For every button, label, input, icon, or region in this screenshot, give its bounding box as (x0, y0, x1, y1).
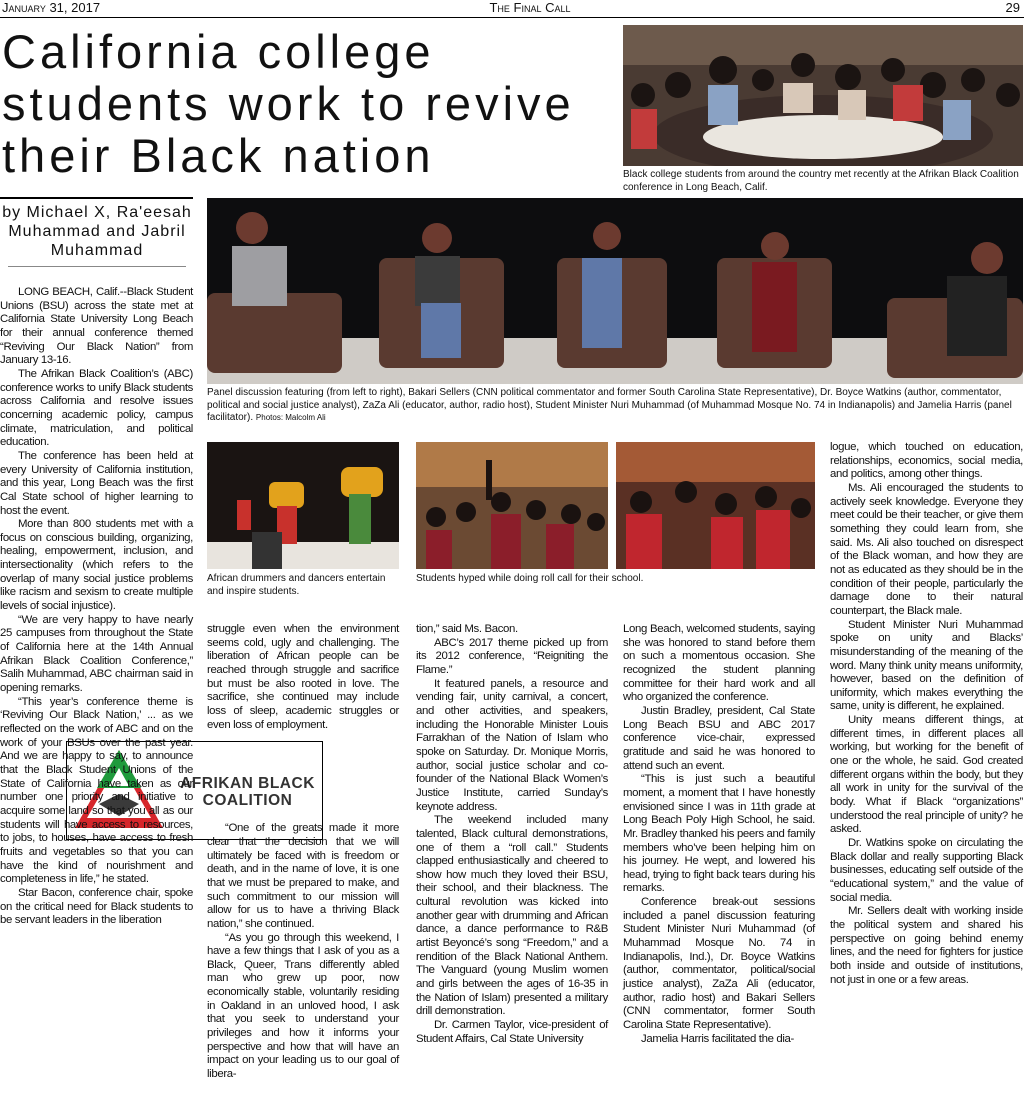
col1-paragraph: “We are very happy to have nearly 25 campuses from throughout the State of California here at the 14th Annual Afrikan Black Coalition Conference,” Salih Muhammad, ABC chairman said in opening remarks. (0, 613, 193, 695)
col5-paragraph: Unity means different things, at different times, in different places all working, but working for the benefit of one or the whole, he said. God created different organs within the body, but they all work in unity for the survival of the body. What if Black “organizations” understood the real principle of unity? he asked. (830, 714, 1023, 836)
panel-caption-text: Panel discussion featuring (from left to right), Bakari Sellers (CNN political commentator and former South Carolina State Representative), Dr. Boyce Watkins (author, commentator, political and social justice analyst), ZaZa Ali (educator, author, radio host), Student Minister Nuri Muhammad (of Muhammad Mosque No. 74 in Indianapolis) and Jamelia Harris (panel facilitator). (207, 387, 1012, 423)
article-column-4 (623, 623, 815, 1108)
header-rule (0, 17, 1024, 18)
conference-audience-illustration (623, 25, 1023, 166)
logo-line-2: COALITION (202, 792, 293, 809)
article-headline: California college students work to revive their Black nation (2, 25, 575, 182)
col1-paragraph: Star Bacon, conference chair, spoke on the critical need for Black students to be servant leaders in the liberation (0, 886, 193, 927)
roll-call-right-illustration (616, 442, 815, 569)
col4-paragraph: Long Beach, welcomed students, saying she was honored to stand before them on such a momentous occasion. She recognized the student planning committee for their hard work and all who organized the conference. (623, 623, 815, 704)
logo-line-1: AFRIKAN BLACK (180, 775, 315, 792)
byline-top-rule (0, 197, 193, 199)
col5-paragraph: Mr. Sellers dealt with working inside the political system and shared his perspective on going behind enemy lines, and the need for fighters for justice both inside and outside of institutions, not just in one or a few areas. (830, 905, 1023, 986)
col3-paragraph: The weekend included many talented, Black cultural demonstrations, one of them a “roll call.” Students clapped enthusiastically and cheered to show how much they loved their BSU, their school, and their blackness. The cultural revolution was kicked into another gear with drumming and African dance, a dance performance to R&B artist Beyoncé’s song “Freedom,” and a rendition of the Black National Anthem. The Vanguard (young Muslim women and girls between the ages of 16-35 in the Nation of Islam) presented a military drill demonstration. (416, 814, 608, 1018)
col1-paragraph: LONG BEACH, Calif.--Black Student Unions (BSU) across the state met at California State University Long Beach for their annual conference themed “Reviving Our Black Nation” from January 13-16. (0, 286, 193, 367)
col4-paragraph: “This is just such a beautiful moment, a moment that I have honestly envisioned since I was in 11th grade at Long Beach Poly High School, he said. Mr. Bradley thanked his peers and family members who’ve been helping him on his journey. He wept, and lowered his head, trying to fight back tears during his remarks. (623, 773, 815, 895)
article-column-5 (830, 441, 1023, 1108)
photo-credit: Photos: Malcolm Ali (255, 413, 326, 422)
col3-paragraph: tion,” said Ms. Bacon. (416, 623, 518, 635)
conference-audience-photo (623, 25, 1023, 166)
col1-paragraph: The Afrikan Black Coalition’s (ABC) conference works to unify Black students across California and resolve issues concerning academic policy, campus climate, matriculation, and political education. (0, 367, 193, 449)
article-column-1 (0, 286, 193, 1108)
col4-paragraph: Justin Bradley, president, Cal State Long Beach BSU and ABC 2017 conference vice-chair, expressed gratitude and said he was honored to attend such an event. (623, 704, 815, 772)
issue-date: January 31, 2017 (2, 0, 101, 15)
col5-paragraph: Dr. Watkins spoke on circulating the Black dollar and really supporting Black businesses, educating self outside of the “educational system,” and the value of social media. (830, 837, 1023, 904)
col1-paragraph: More than 800 students met with a focus on conscious building, organizing, healing, empowerment, inclusion, and intersectionality (which refers to the overlap of many social justice problems like racism and sexism to create multiple levels of social injustice). (0, 518, 193, 613)
panel-discussion-photo (207, 198, 1023, 384)
drummers-caption: African drummers and dancers entertain and inspire students. (207, 573, 386, 597)
article-byline: by Michael X, Ra'eesah Muhammad and Jabril Muhammad (2, 204, 192, 259)
roll-call-photo-right (616, 442, 815, 569)
col4-paragraph: Conference break-out sessions included a panel discussion featuring Student Minister Nuri Muhammad (of Muhammad Mosque No. 74 in Indianapolis, Ind.), Dr. Boyce Watkins (author, commentator, political/social justice analyst), ZaZa Ali (educator, author, radio host) and Bakari Sellers (CNN commentator, former South Carolina State Representative). (623, 896, 815, 1032)
col3-paragraph: Dr. Carmen Taylor, vice-president of Student Affairs, Cal State University (416, 1019, 608, 1045)
page-number: 29 (1005, 0, 1020, 15)
col5-paragraph: logue, which touched on education, relationships, economics, social media, and politics, among other things. (830, 441, 1023, 481)
article-column-3 (416, 623, 608, 1108)
col5-paragraph: Ms. Ali encouraged the students to actively seek knowledge. Everyone they meet could be their teacher, or give them something they could learn from, she said. Ms. Ali also touched on disrespect of the Black woman, and how they are not as educated as they should be in the condition of their people, particularly the damage done to their natural counterpart, the Black male. (830, 481, 1023, 617)
col5-paragraph: Student Minister Nuri Muhammad spoke on unity and Blacks’ misunderstanding of the meaning of the word. Many think unity means uniformity, however, based on the definition of uniformity, which makes everything the same, unity is different, he explained. (830, 618, 1023, 713)
roll-call-photo-left (416, 442, 608, 569)
panel-photo-caption (207, 387, 1023, 425)
drummers-illustration (207, 442, 399, 569)
panel-discussion-illustration (207, 198, 1023, 384)
byline-bottom-rule (8, 266, 186, 267)
col1-paragraph: “This year’s conference theme is ‘Reviving Our Black Nation,’ ... as we reflected on the work of ABC and on the work of your BSUs over the past year. And we are happy to say, to announce that the Black Student Unions of the State of California have taken as our number one priority and initiative to acquire some land so that you all as our students will have access to resources, to jobs, to houses, have access to fresh fruits and vegetables so that you can have the kind of nourishment and completeness in life,” he stated. (0, 695, 193, 886)
roll-call-caption: Students hyped while doing roll call for their school. (416, 573, 644, 584)
col4-paragraph: Jamelia Harris facilitated the dia- (641, 1032, 794, 1045)
article-column-2 (207, 623, 399, 1108)
top-photo-caption: Black college students from around the country met recently at the Afrikan Black Coalition conference in Long Beach, Calif. (623, 169, 1019, 193)
publication-name: The Final Call (489, 0, 571, 15)
col3-paragraph: It featured panels, a resource and vending fair, unity carnival, a concert, and other activities, and speakers, including the Honorable Minister Louis Farrakhan of the Nation of Islam who spoke on Saturday. Dr. Monique Morris, author, social justice scholar and co-founder of the National Black Women’s Justice Institute, carried Sunday’s keynote address. (416, 677, 608, 813)
col2-paragraph: “One of the greats made it more clear that the decision that we will ultimately be faced with is freedom or death, and in the name of love, it is one that we must be prepared to make, and such commitment to our mission will allow for us to have a thriving Black nation,” she continued. (207, 822, 399, 930)
col2-paragraph: “As you go through this weekend, I have a few things that I ask of you as a Black, Queer, Trans differently abled man who grew up poor, now economically stable, voluntarily residing in Oakland in an unloved hood, I ask that you seek to understand your privileges and how it informs your perspective and how that will have an impact on your leading us to our goal of libera- (207, 931, 399, 1081)
roll-call-left-illustration (416, 442, 608, 569)
col2-paragraph: struggle even when the environment seems cold, ugly and challenging. The liberation of African people can be reached through struggle and sacrifice but must be also rooted in love. The sacrifice, she continued may include loss of sleep, academic struggles or even loss of employment. (207, 623, 399, 731)
drummers-dancers-photo (207, 442, 399, 569)
col3-paragraph: ABC’s 2017 theme picked up from its 2012 conference, “Reigniting the Flame.” (416, 636, 608, 676)
col1-paragraph: The conference has been held at every University of California institution, and this year, Long Beach was the first Cal State school of higher learning to host the event. (0, 449, 193, 517)
